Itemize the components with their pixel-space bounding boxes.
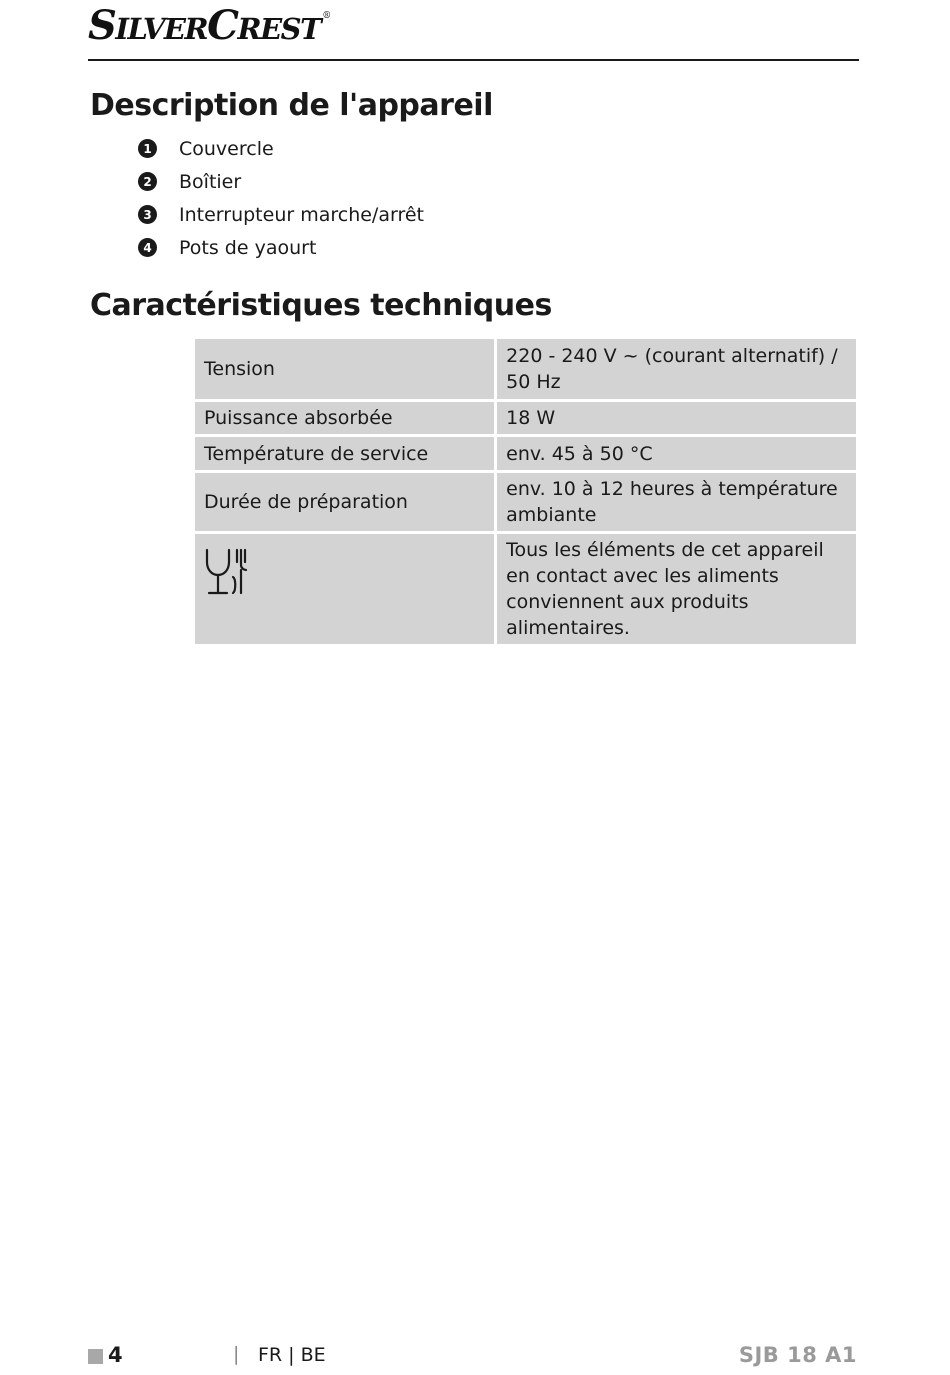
registered-mark: ® [322, 11, 332, 21]
silvercrest-logo [88, 2, 332, 49]
part-label: Interrupteur marche/arrêt [179, 203, 424, 226]
part-label: Couvercle [179, 137, 274, 160]
part-label: Boîtier [179, 170, 242, 193]
logo-letter: C [207, 2, 238, 49]
spec-value: 18 W [497, 402, 856, 434]
table-row [195, 339, 856, 399]
number-badge: 3 [138, 205, 157, 224]
list-item [138, 198, 424, 231]
table-row [195, 534, 856, 644]
square-icon [88, 1349, 103, 1364]
spec-label: Durée de préparation [195, 473, 494, 531]
spec-value: env. 10 à 12 heures à température ambiante [497, 473, 856, 531]
logo-text: ILVER [115, 12, 208, 46]
page-header [88, 4, 859, 61]
list-item [138, 231, 424, 264]
number-badge: 4 [138, 238, 157, 257]
table-row [195, 402, 856, 434]
section-title-technical: Caractéristiques techniques [90, 288, 552, 323]
table-row [195, 473, 856, 531]
page-number: 4 [108, 1343, 123, 1367]
spec-label: Tension [195, 339, 494, 399]
specs-table [192, 336, 859, 647]
spec-value: env. 45 à 50 °C [497, 437, 856, 470]
logo-text: REST [237, 12, 321, 46]
model-number: SJB 18 A1 [738, 1343, 857, 1367]
language-code: FR | BE [258, 1344, 326, 1366]
spec-value: 220 - 240 V ~ (courant alternatif) / 50 Hz [497, 339, 856, 399]
list-item [138, 165, 424, 198]
spec-label: Puissance absorbée [195, 402, 494, 434]
number-badge: 1 [138, 139, 157, 158]
number-badge: 2 [138, 172, 157, 191]
section-title-description: Description de l'appareil [90, 88, 493, 123]
spec-value: Tous les éléments de cet appareil en contact avec les aliments conviennent aux produits alimentaires. [497, 534, 856, 644]
part-label: Pots de yaourt [179, 236, 317, 259]
list-item [138, 132, 424, 165]
parts-list [138, 132, 424, 264]
logo-letter: S [88, 2, 116, 49]
spec-label: Température de service [195, 437, 494, 470]
footer-separator: | [233, 1343, 240, 1365]
page-footer [88, 1343, 859, 1373]
food-safe-cell [195, 534, 494, 644]
food-safe-icon [204, 548, 248, 596]
table-row [195, 437, 856, 470]
